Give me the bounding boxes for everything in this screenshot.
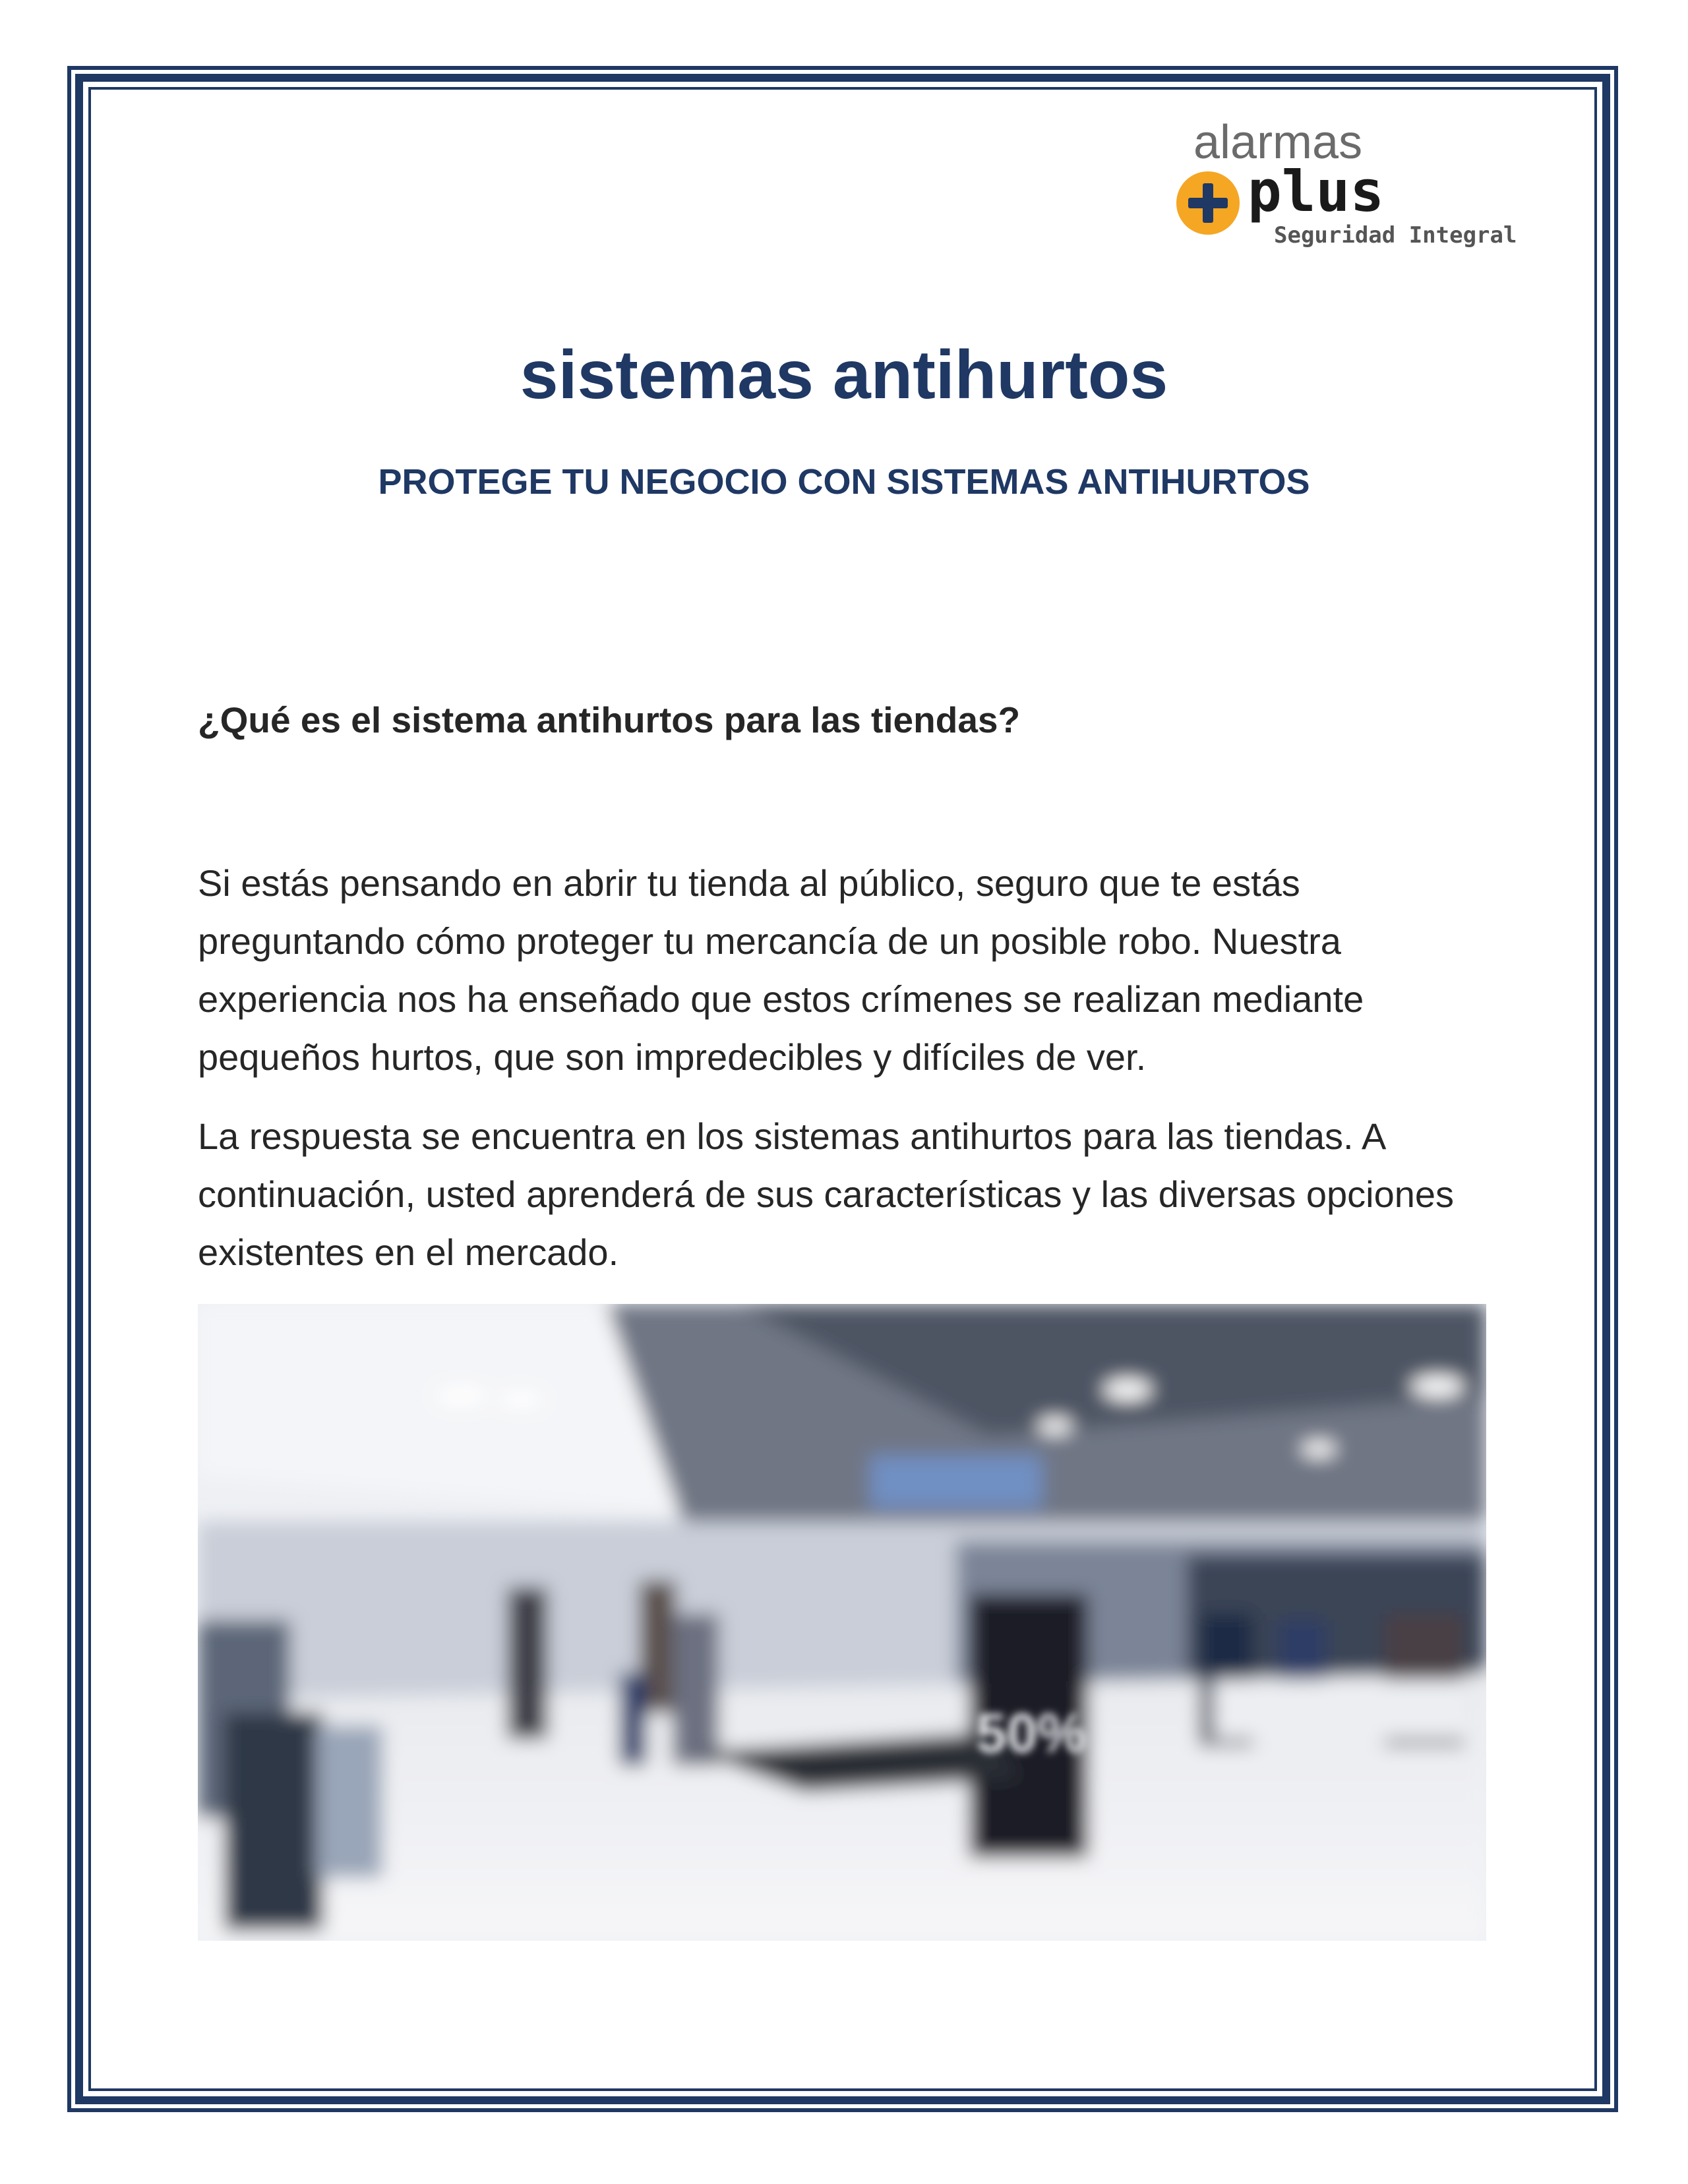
logo-word-alarmas: alarmas (1193, 119, 1363, 169)
alarmas-plus-logo (1174, 119, 1582, 251)
logo-word-plus: plus (1248, 159, 1385, 225)
page-title: sistemas antihurtos (520, 337, 1168, 413)
intro-paragraph: Si estás pensando en abrir tu tienda al público, seguro que te estás preguntando cómo proteger tu mercancía de un posible robo. Nuestra experiencia nos ha enseñado que estos crímenes se realizan mediante pequeños hurtos, que son impredecibles y difíciles de ver. (198, 862, 1364, 1078)
logo-tagline: Seguridad Integral (1274, 222, 1517, 249)
store-photo (198, 1304, 1486, 1941)
store-photo-graphic (198, 1304, 1486, 1941)
logo-graphic (1174, 119, 1582, 251)
plus-sign-vertical (1203, 183, 1213, 223)
page-subtitle: PROTEGE TU NEGOCIO CON SISTEMAS ANTIHURTOS (378, 462, 1310, 502)
section-question: ¿Qué es el sistema antihurtos para las tiendas? (198, 699, 1021, 740)
answer-paragraph: La respuesta se encuentra en los sistemas antihurtos para las tiendas. A continuación, usted aprenderá de sus características y las diversas opciones existentes en el mercado. (198, 1115, 1455, 1273)
sale-sign-text: 50% (976, 1702, 1087, 1764)
